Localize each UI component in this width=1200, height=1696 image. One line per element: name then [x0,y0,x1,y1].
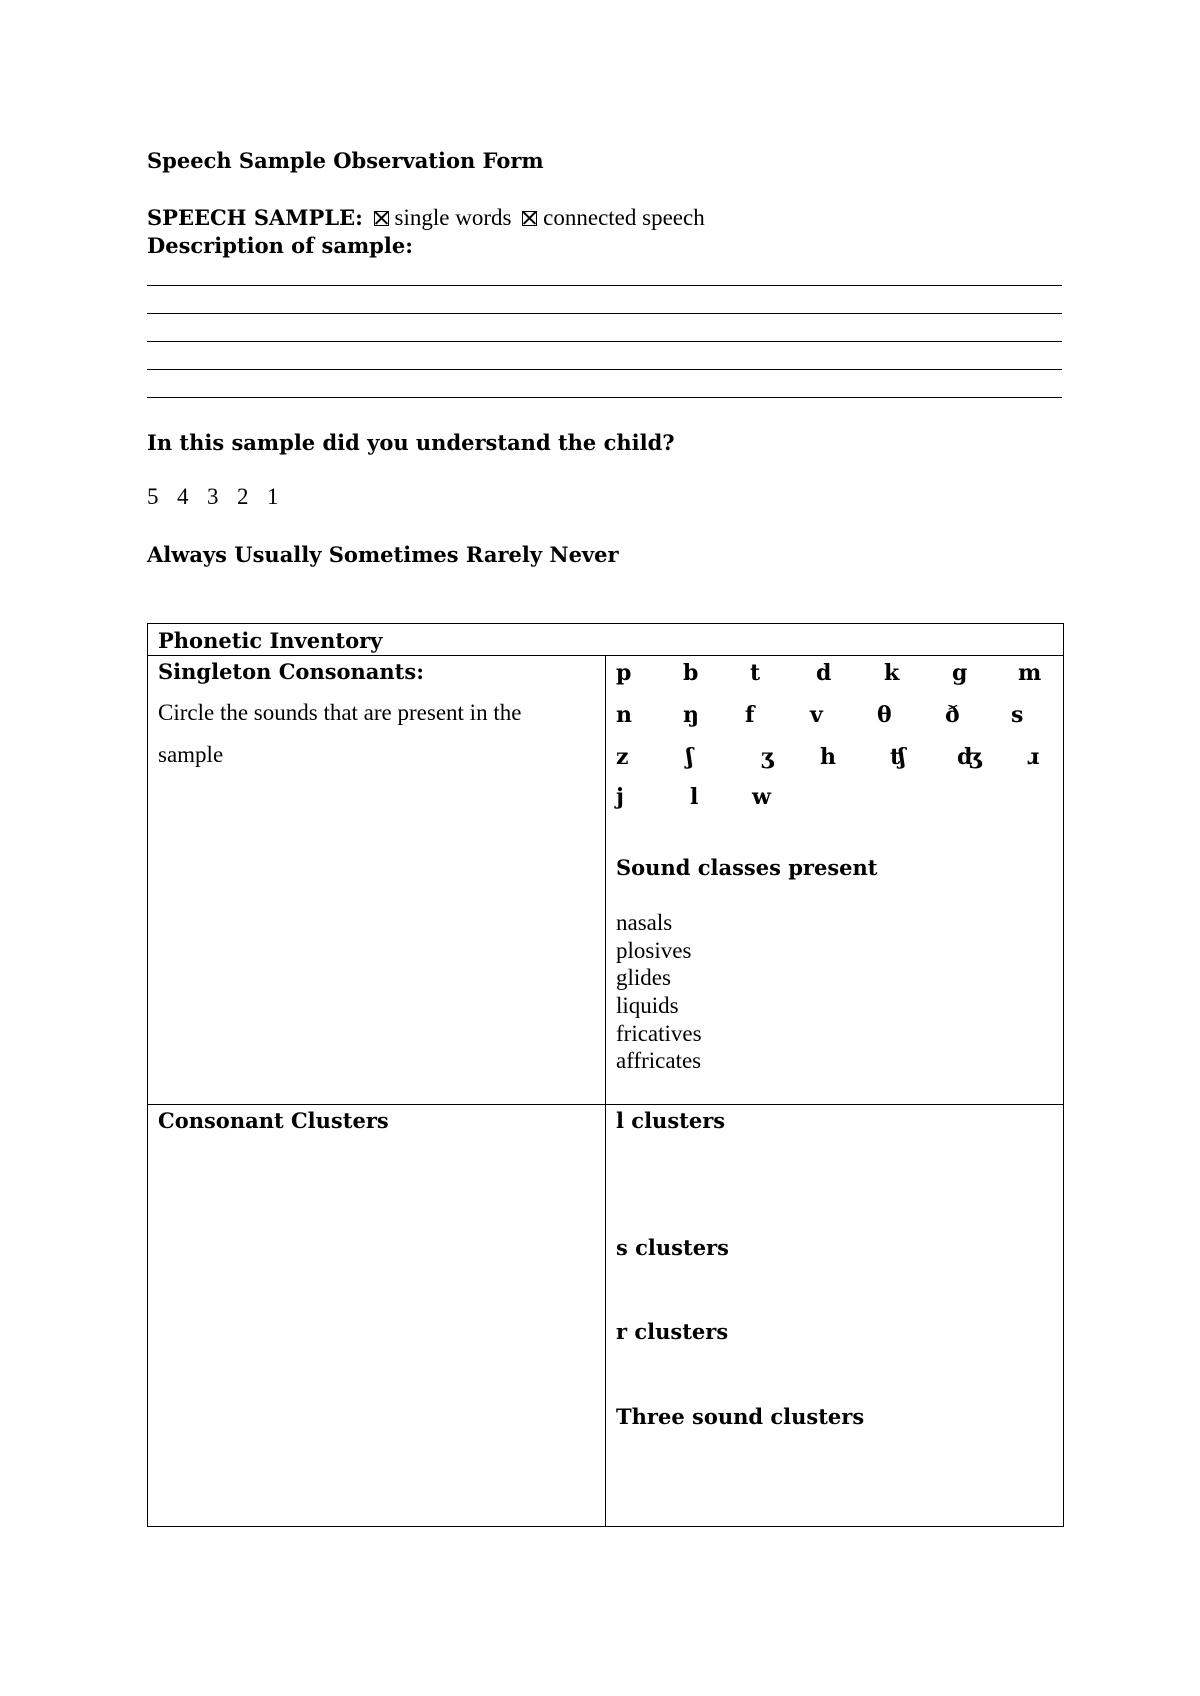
sound-l[interactable]: l [690,784,699,810]
three-sound-clusters-label: Three sound clusters [616,1404,865,1429]
table-header: Phonetic Inventory [158,628,383,653]
sound-v[interactable]: v [810,702,823,728]
connected-speech-checkbox[interactable] [522,211,537,226]
singleton-consonants-label: Singleton Consonants: [158,659,424,684]
sound-z[interactable]: z [616,744,629,770]
description-line[interactable] [147,313,1062,314]
sound-theta[interactable]: θ [877,702,892,728]
sound-ezh[interactable]: ʒ [761,744,774,770]
consonant-clusters-label: Consonant Clusters [158,1108,389,1133]
page-title: Speech Sample Observation Form [147,148,544,173]
rating-2[interactable]: 2 [237,484,249,509]
sound-class-item[interactable]: fricatives [616,1021,702,1046]
description-label: Description of sample: [147,233,413,258]
sound-esh[interactable]: ʃ [686,744,694,770]
sound-dezh[interactable]: ʤ [957,744,983,770]
s-clusters-label: s clusters [616,1235,729,1260]
sound-class-item[interactable]: nasals [616,910,673,935]
sound-n[interactable]: n [616,702,632,728]
instruction-text: sample [158,742,224,767]
sound-class-item[interactable]: glides [616,965,671,990]
connected-speech-label: connected speech [543,205,705,230]
speech-sample-row [147,205,705,231]
rating-scale [147,484,297,510]
sound-s[interactable]: s [1011,702,1024,728]
sound-turned-r[interactable]: ɹ [1027,744,1040,770]
sound-classes-label: Sound classes present [616,855,878,880]
single-words-checkbox[interactable] [374,211,389,226]
description-line[interactable] [147,369,1062,370]
sound-class-item[interactable]: affricates [616,1048,702,1073]
description-line[interactable] [147,285,1062,286]
sound-d[interactable]: d [816,660,832,686]
sound-j[interactable]: j [616,784,624,810]
sound-class-item[interactable]: plosives [616,938,692,963]
r-clusters-label: r clusters [616,1319,729,1344]
sound-h[interactable]: h [820,744,836,770]
sound-class-item[interactable]: liquids [616,993,679,1018]
sound-eng[interactable]: ŋ [683,702,699,728]
sound-b[interactable]: b [683,660,699,686]
sound-w[interactable]: w [752,784,771,810]
rating-1[interactable]: 1 [267,484,279,509]
understand-question: In this sample did you understand the child? [147,430,675,455]
sound-f[interactable]: f [745,702,755,728]
l-clusters-label: l clusters [616,1108,726,1133]
speech-sample-label: SPEECH SAMPLE: [147,205,363,230]
sound-m[interactable]: m [1018,660,1042,686]
single-words-label: single words [394,205,512,230]
description-line[interactable] [147,341,1062,342]
description-line[interactable] [147,397,1062,398]
sound-eth[interactable]: ð [945,702,960,728]
rating-4[interactable]: 4 [177,484,189,509]
sound-t[interactable]: t [750,660,761,686]
rating-3[interactable]: 3 [207,484,219,509]
sound-k[interactable]: k [884,660,900,686]
table-divider [147,1104,1064,1105]
frequency-scale-labels: Always Usually Sometimes Rarely Never [147,542,619,567]
sound-tesh[interactable]: ʧ [890,744,906,770]
sound-p[interactable]: p [616,660,632,686]
rating-5[interactable]: 5 [147,484,159,509]
sound-g[interactable]: g [952,660,968,686]
instruction-text: Circle the sounds that are present in the [158,700,522,725]
table-divider [605,655,606,1526]
